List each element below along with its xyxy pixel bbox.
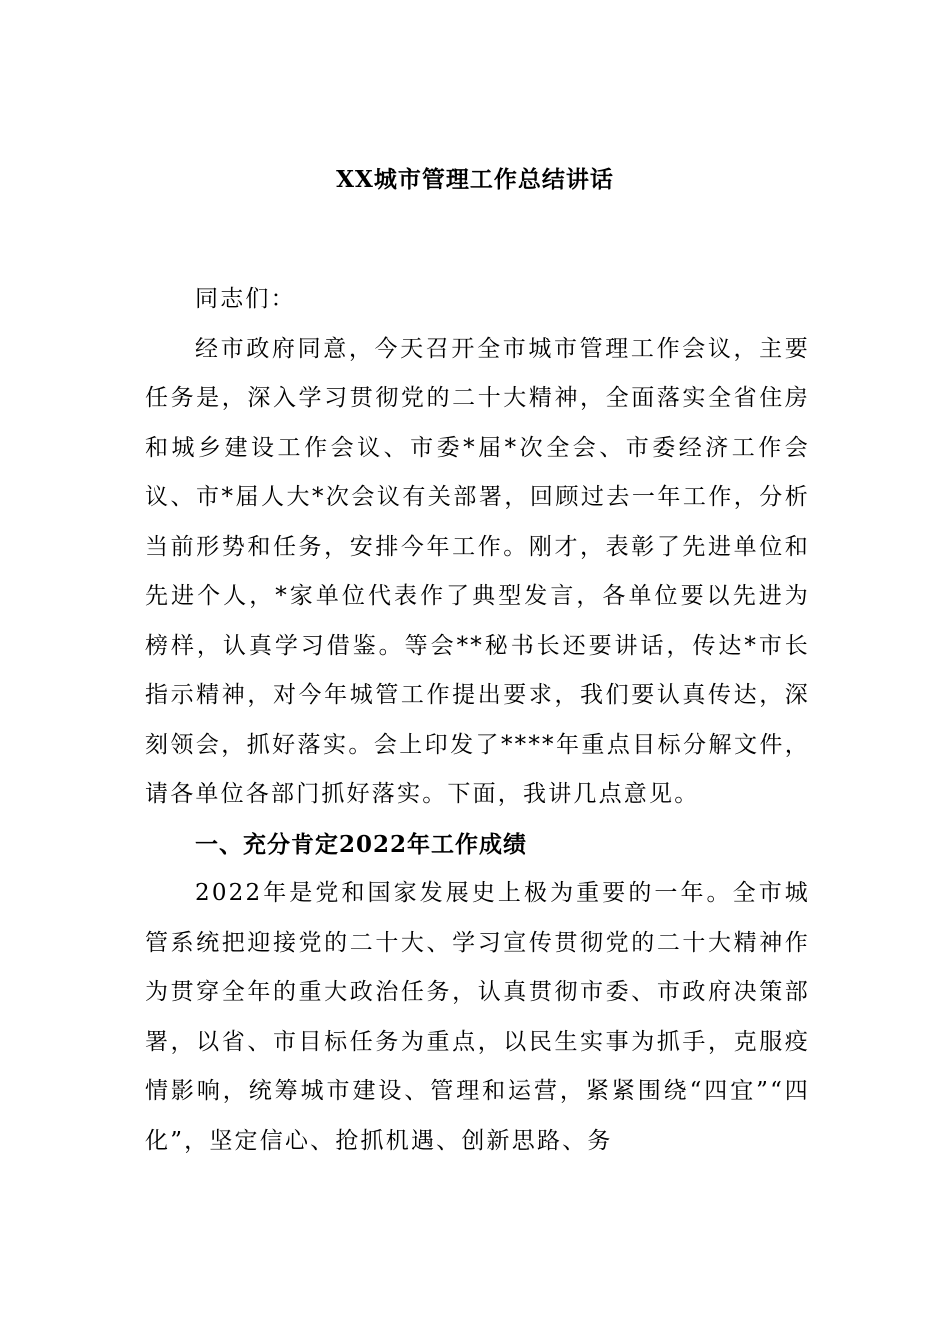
document-body: [145, 275, 810, 1166]
document-title: XX城市管理工作总结讲话: [336, 166, 614, 193]
paragraph-opening: 经市政府同意，今天召开全市城市管理工作会议，主要任务是，深入学习贯彻党的二十大精神，全面落实全省住房和城乡建设工作会议、市委*届*次全会、市委经济工作会议、市*届人大*次会议有关部署，回顾过去一年工作，分析当前形势和任务，安排今年工作。刚才，表彰了先进单位和先进个人，*家单位代表作了典型发言，各单位要以先进为榜样，认真学习借鉴。等会**秘书长还要讲话，传达*市长指示精神，对今年城管工作提出要求，我们要认真传达，深刻领会，抓好落实。会上印发了****年重点目标分解文件，请各单位各部门抓好落实。下面，我讲几点意见。: [145, 335, 810, 807]
section-heading-1: 一、充分肯定2022年工作成绩: [195, 830, 528, 858]
salutation: 同志们：: [195, 286, 296, 312]
paragraph-2022-summary: 2022年是党和国家发展史上极为重要的一年。全市城管系统把迎接党的二十大、学习宣传贯彻党的二十大精神作为贯穿全年的重大政治任务，认真贯彻市委、市政府决策部署，以省、市目标任务为重点，以民生实事为抓手，克服疫情影响，统筹城市建设、管理和运营，紧紧围绕“四宜”“四化”，坚定信心、抢抓机遇、创新思路、务: [145, 880, 810, 1154]
